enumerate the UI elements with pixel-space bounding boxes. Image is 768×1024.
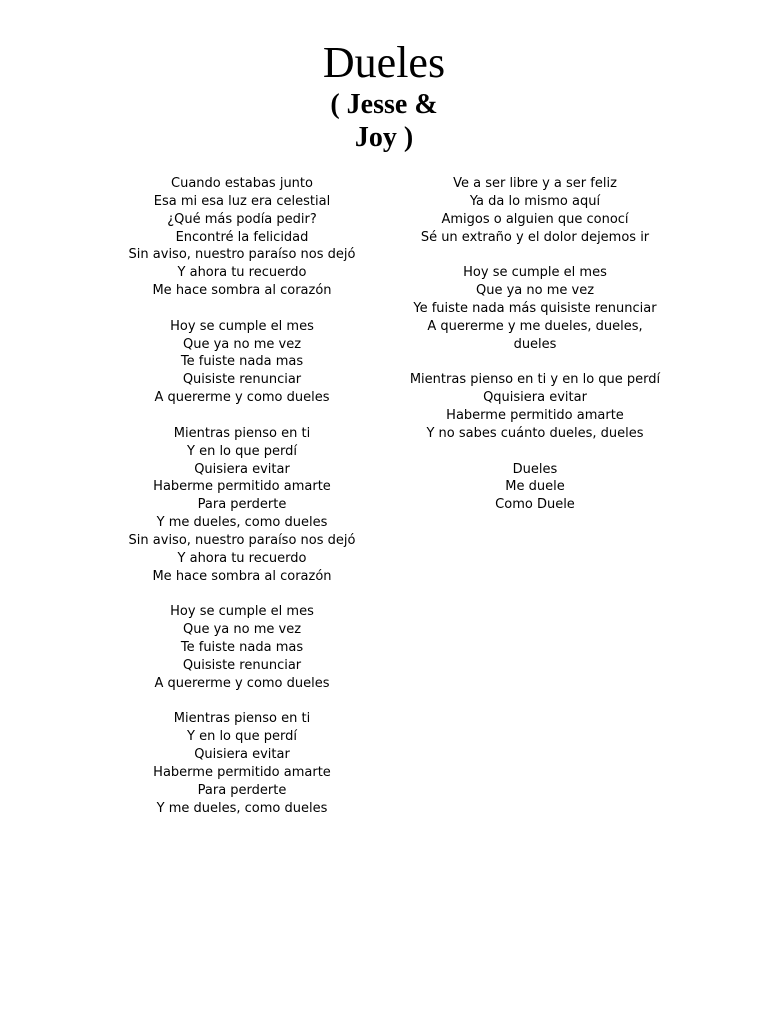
lyric-line: Mientras pienso en ti (173, 711, 311, 727)
lyric-line: Ve a ser libre y a ser feliz (453, 176, 617, 191)
lyric-line: Quisiste renunciar (182, 372, 302, 388)
lyrics-stanza (112, 318, 372, 407)
lyric-line: Te fuiste nada mas (180, 639, 304, 655)
lyric-line: A quererme y me dueles, dueles, (427, 318, 643, 334)
song-header (0, 38, 768, 154)
lyrics-column-left (112, 175, 372, 835)
lyric-line: Me hace sombra al corazón (152, 283, 332, 299)
lyric-line: dueles (513, 336, 557, 352)
lyric-line: Mientras pienso en ti y en lo que perdí (409, 372, 661, 388)
lyric-line: Y ahora tu recuerdo (177, 265, 307, 281)
song-title: Dueles (322, 38, 446, 87)
lyrics-stanza (400, 175, 670, 246)
artist-line-1: ( Jesse & (330, 89, 438, 120)
lyric-line: Haberme permitido amarte (446, 407, 624, 423)
lyric-line: Para perderte (197, 782, 287, 798)
lyrics-stanza (112, 603, 372, 692)
lyric-line: Quisiste renunciar (182, 657, 302, 673)
lyrics-stanza (400, 371, 670, 442)
lyrics-column-right (400, 175, 670, 532)
lyric-line: Qquisiera evitar (483, 390, 587, 406)
lyric-line: Haberme permitido amarte (153, 764, 331, 780)
lyric-line: Hoy se cumple el mes (170, 318, 314, 334)
lyric-line: Y me dueles, como dueles (156, 515, 328, 531)
lyric-line: Que ya no me vez (182, 336, 302, 352)
lyrics-stanza (112, 175, 372, 300)
lyric-line: Y no sabes cuánto dueles, dueles (426, 425, 644, 441)
lyric-line: Te fuiste nada mas (180, 354, 304, 370)
lyric-line: Y en lo que perdí (187, 729, 297, 745)
lyric-line: Ya da lo mismo aquí (469, 193, 601, 209)
lyric-line: Quisiera evitar (194, 461, 290, 477)
lyric-line: Hoy se cumple el mes (463, 265, 607, 281)
lyric-line: Haberme permitido amarte (153, 479, 331, 495)
lyric-line: Encontré la felicidad (175, 229, 309, 245)
lyric-line: Dueles (512, 461, 558, 477)
lyric-line: Que ya no me vez (182, 622, 302, 638)
lyric-line: Cuando estabas junto (171, 176, 313, 191)
lyric-line: Me hace sombra al corazón (152, 568, 332, 584)
artist-line-2: Joy ) (354, 122, 414, 153)
lyric-line: Sin aviso, nuestro paraíso nos dejó (128, 532, 356, 548)
lyric-line: Mientras pienso en ti (173, 425, 311, 441)
lyric-line: Y en lo que perdí (187, 443, 297, 459)
lyric-line: A quererme y como dueles (154, 675, 330, 691)
lyrics-stanza (400, 461, 670, 515)
lyric-line: Hoy se cumple el mes (170, 604, 314, 620)
lyrics-stanza (400, 264, 670, 353)
lyric-line: Para perderte (197, 497, 287, 513)
lyric-line: ¿Qué más podía pedir? (167, 211, 317, 227)
lyric-line: Esa mi esa luz era celestial (153, 193, 331, 209)
lyric-line: Como Duele (495, 497, 575, 513)
lyric-line: Ye fuiste nada más quisiste renunciar (413, 300, 657, 316)
lyric-line: Y ahora tu recuerdo (177, 550, 307, 566)
lyric-line: Sin aviso, nuestro paraíso nos dejó (128, 247, 356, 263)
lyric-line: A quererme y como dueles (154, 390, 330, 406)
lyrics-stanza (112, 425, 372, 586)
lyrics-stanza (112, 710, 372, 817)
lyric-line: Quisiera evitar (194, 747, 290, 762)
lyric-line: Amigos o alguien que conocí (441, 211, 629, 227)
lyric-line: Me duele (505, 479, 565, 495)
lyric-line: Que ya no me vez (475, 283, 595, 299)
lyric-line: Sé un extraño y el dolor dejemos ir (420, 229, 650, 245)
lyric-line: Y me dueles, como dueles (156, 800, 328, 816)
